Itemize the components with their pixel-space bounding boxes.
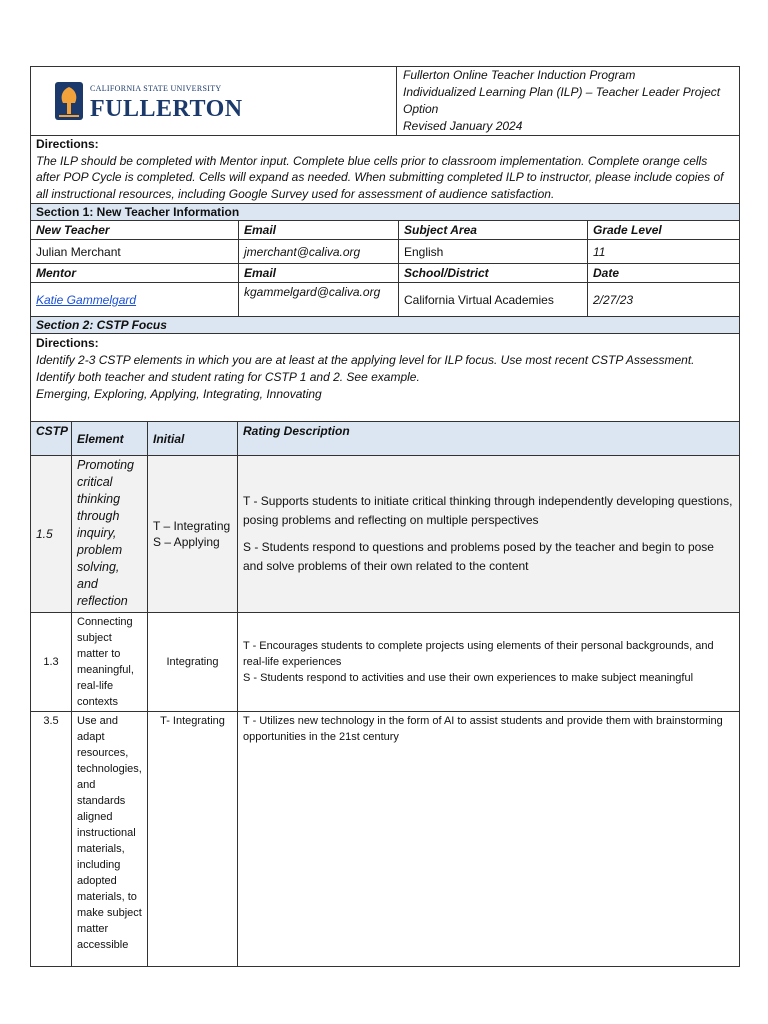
teacher-name: Julian Merchant <box>31 240 239 264</box>
element-text: Connecting subject matter to meaningful, real-life contexts <box>72 613 148 712</box>
initial-teacher: T – Integrating <box>153 519 231 533</box>
rating-teacher: T - Utilizes new technology in the form of AI to assist students and provide them with brainstorming opportunities in the 21st century <box>243 715 723 743</box>
school-header: School/District <box>399 264 588 283</box>
table-row <box>31 456 740 613</box>
cstp-table <box>30 421 740 967</box>
mentor-name-link[interactable]: Katie Gammelgard <box>36 292 137 307</box>
logo-text-top: CALIFORNIA STATE UNIVERSITY <box>90 84 222 93</box>
directions-label: Directions: <box>36 137 99 151</box>
rating-description <box>238 456 740 613</box>
initial-rating: T- Integrating <box>148 712 238 967</box>
section2-directions-line1: Identify 2-3 CSTP elements in which you are at least at the applying level for ILP focus. Use most recent CSTP Assessment. <box>36 353 695 367</box>
ilp-document <box>30 66 739 967</box>
cstp-number: 1.3 <box>31 613 72 712</box>
cstp-number: 1.5 <box>31 456 72 613</box>
rating-description <box>238 712 740 967</box>
section2-directions <box>31 334 740 422</box>
plan-name: Individualized Learning Plan (ILP) – Teacher Leader Project Option <box>403 85 721 116</box>
school-district: California Virtual Academies <box>399 283 588 317</box>
subject-area: English <box>399 240 588 264</box>
initial-rating: Integrating <box>148 613 238 712</box>
col-cstp: CSTP <box>31 422 72 456</box>
table-row <box>31 613 740 712</box>
col-element: Element <box>72 422 148 456</box>
teacher-email: jmerchant@caliva.org <box>239 240 399 264</box>
logo-text-main: FULLERTON <box>90 96 243 122</box>
directions-text: The ILP should be completed with Mentor input. Complete blue cells prior to classroom implementation. Complete orange cells after POP Cycle is completed. Cells will expand as needed. When submitting completed ILP to instructor, please include copies of all instructional resources, including Google Survey used for assessment of audience satisfaction. <box>36 153 724 201</box>
mentor-header: Mentor <box>31 264 239 283</box>
mentor-name-cell <box>31 283 239 317</box>
mentor-email: kgammelgard@caliva.org <box>239 283 399 317</box>
subject-header: Subject Area <box>399 221 588 240</box>
initial-student: S – Applying <box>153 535 220 549</box>
rating-student: S - Students respond to questions and problems posed by the teacher and begin to pose and solve problems of their own related to the content <box>243 540 714 573</box>
rating-teacher: T - Supports students to initiate critical thinking through independently developing questions, posing problems and reflecting on multiple perspectives <box>243 494 733 527</box>
mentor-email-header: Email <box>239 264 399 283</box>
section1-title: Section 1: New Teacher Information <box>31 204 740 221</box>
cstp-number: 3.5 <box>31 712 72 967</box>
table-row <box>31 712 740 967</box>
section2-directions-label: Directions: <box>36 336 99 350</box>
grade-header: Grade Level <box>588 221 740 240</box>
element-text: Use and adapt resources, technologies, and standards aligned instructional materials, including adopted materials, to make subject matter accessible <box>72 712 148 967</box>
section2-directions-line2: Identify both teacher and student rating for CSTP 1 and 2. See example. <box>36 370 420 384</box>
info-table <box>30 135 740 422</box>
col-rating: Rating Description <box>238 422 740 456</box>
new-teacher-header: New Teacher <box>31 221 239 240</box>
element-text: Promoting critical thinking through inquiry, problem solving, and reflection <box>72 456 148 613</box>
revised-date: Revised January 2024 <box>403 119 523 133</box>
date-header: Date <box>588 264 740 283</box>
program-name: Fullerton Online Teacher Induction Program <box>403 68 636 82</box>
rating-student: S - Students respond to activities and use their own experiences to make subject meaningful <box>243 672 694 684</box>
grade-level: 11 <box>588 240 740 264</box>
program-info <box>397 67 740 136</box>
rating-description <box>238 613 740 712</box>
section2-directions-line3: Emerging, Exploring, Applying, Integrating, Innovating <box>36 387 322 401</box>
csuf-logo <box>54 81 391 121</box>
header-table <box>30 66 740 136</box>
initial-rating <box>148 456 238 613</box>
logo-cell <box>31 67 397 136</box>
email-header: Email <box>239 221 399 240</box>
section2-title: Section 2: CSTP Focus <box>31 317 740 334</box>
university-seal-icon <box>54 81 84 121</box>
col-initial: Initial <box>148 422 238 456</box>
rating-teacher: T - Encourages students to complete projects using elements of their personal backgrounds, and real-life experiences <box>243 640 714 668</box>
directions-cell <box>31 136 740 204</box>
date-value: 2/27/23 <box>588 283 740 317</box>
